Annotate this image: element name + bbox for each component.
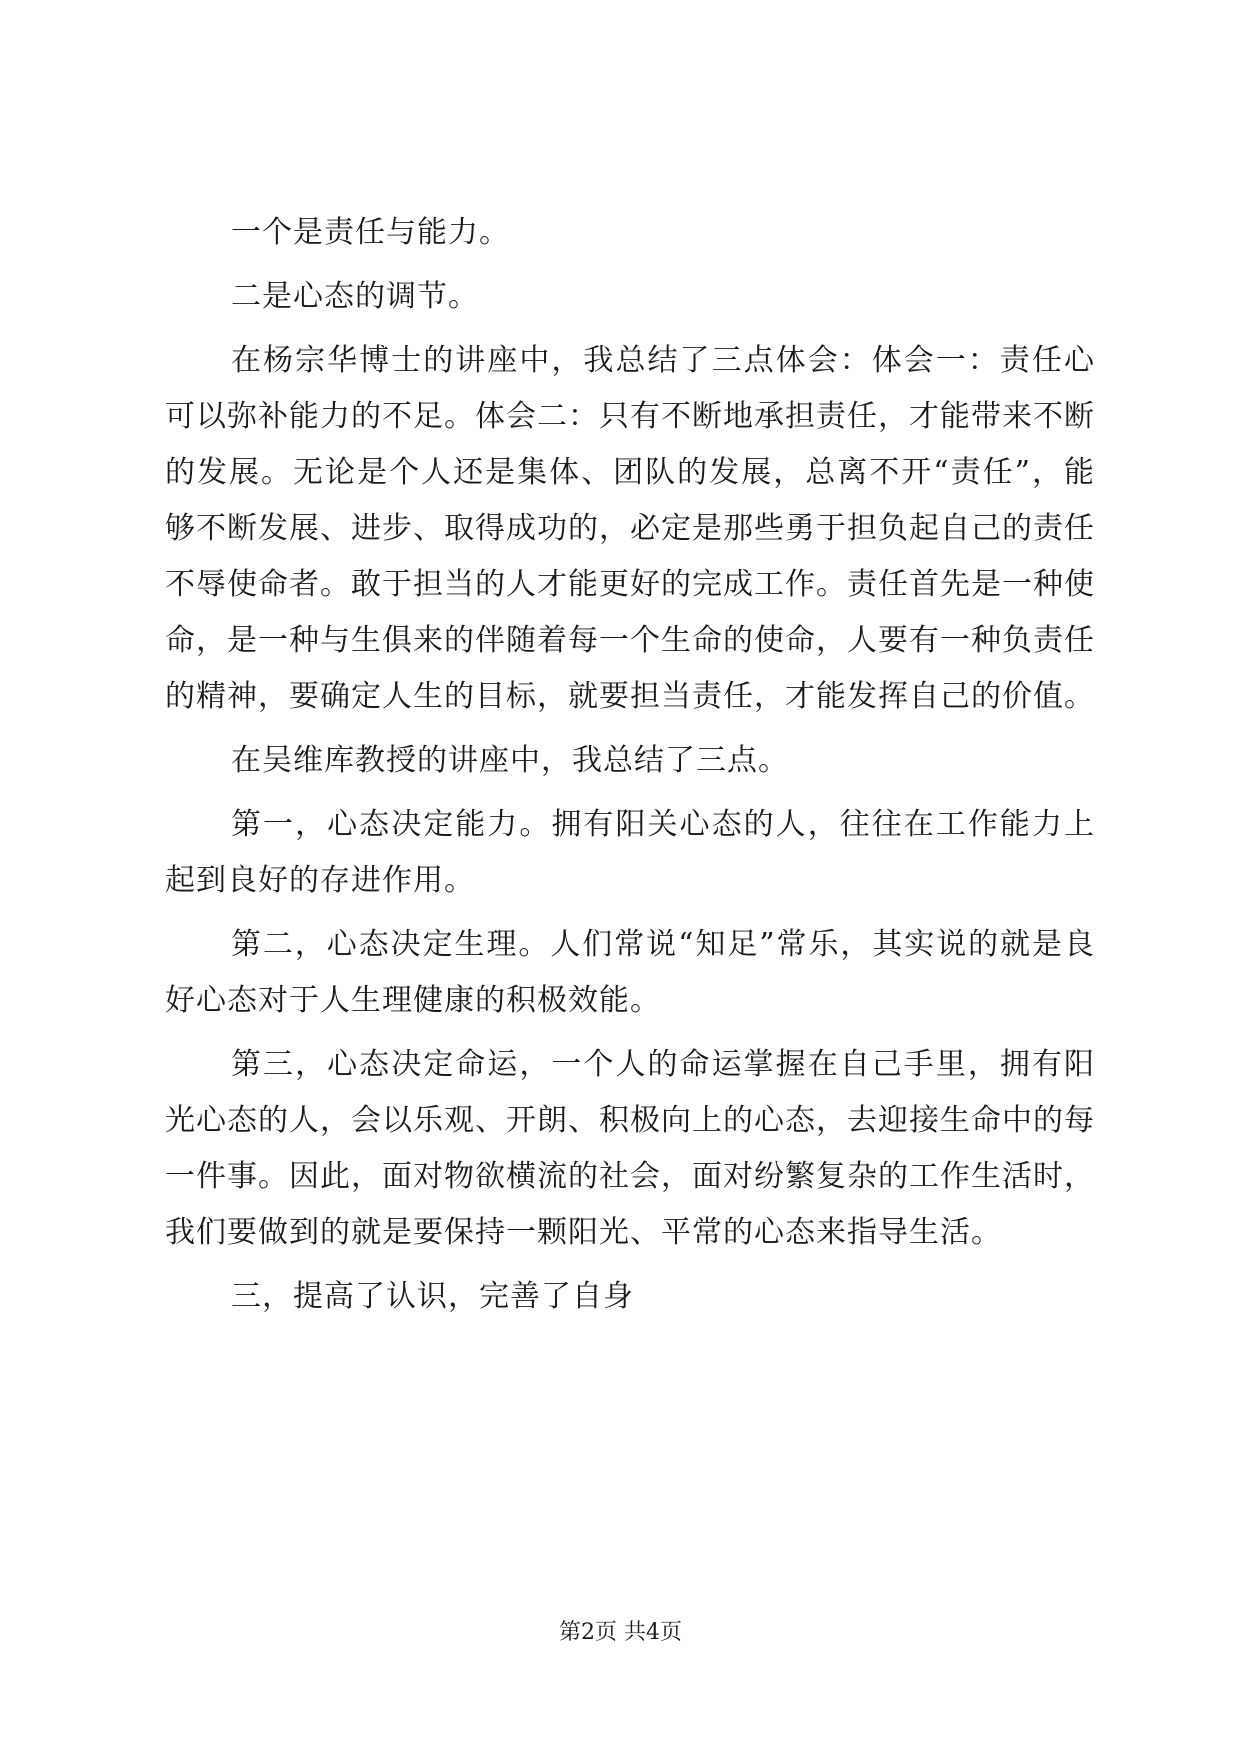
paragraph-5: 第一，心态决定能力。拥有阳关心态的人，往往在工作能力上起到良好的存进作用。 xyxy=(165,807,1095,898)
paragraph-1: 一个是责任与能力。 xyxy=(231,215,510,250)
paragraph-7: 第三，心态决定命运，一个人的命运掌握在自己手里，拥有阳光心态的人，会以乐观、开朗、积极向上的心态，去迎接生命中的每一件事。因此，面对物欲横流的社会，面对纷繁复杂的工作生活时，我们要做到的就是要保持一颗阳光、平常的心态来指导生活。 xyxy=(165,1047,1095,1250)
paragraph-2: 二是心态的调节。 xyxy=(231,279,479,314)
document-body xyxy=(165,205,1095,1325)
paragraph-4: 在吴维库教授的讲座中，我总结了三点。 xyxy=(231,743,789,778)
paragraph-3: 在杨宗华博士的讲座中，我总结了三点体会：体会一：责任心可以弥补能力的不足。体会二：只有不断地承担责任，才能带来不断的发展。无论是个人还是集体、团队的发展，总离不开“责任”，能够不断发展、进步、取得成功的，必定是那些勇于担负起自己的责任不辱使命者。敢于担当的人才能更好的完成工作。责任首先是一种使命，是一种与生俱来的伴随着每一个生命的使命，人要有一种负责任的精神，要确定人生的目标，就要担当责任，才能发挥自己的价值。 xyxy=(165,343,1095,714)
paragraph-6: 第二，心态决定生理。人们常说“知足”常乐，其实说的就是良好心态对于人生理健康的积极效能。 xyxy=(165,927,1095,1018)
page-footer: 第2页 共4页 xyxy=(559,1620,682,1645)
paragraph-8: 三，提高了认识，完善了自身 xyxy=(231,1279,634,1314)
